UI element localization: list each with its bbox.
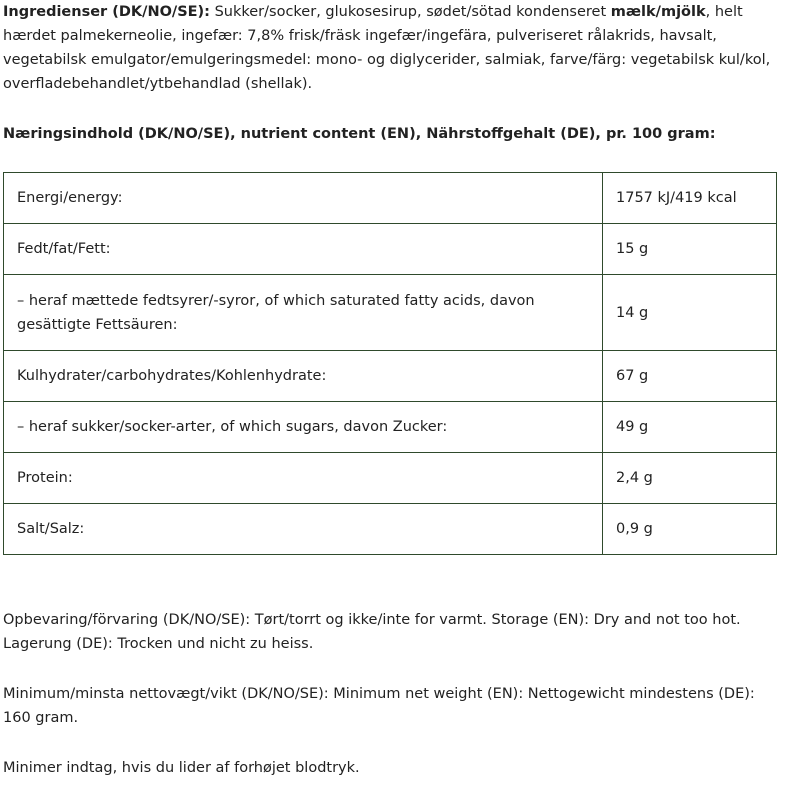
table-row xyxy=(4,351,777,402)
ingredients-text-part2: , helt hærdet palmekerneolie, ingefær: 7,8% frisk/fräsk ingefær/ingefära, pulveriseret rålakrids, havsalt, vegetabilsk emulgator/emulgeringsmedel: mono- og diglycerider, salmiak, farve/färg: vegetabilsk kul/kol, overfladebehandlet/ytbehandlad (shellak). xyxy=(3,4,771,92)
nutrition-table xyxy=(3,172,777,555)
nutrient-label: – heraf sukker/socker-arter, of which sugars, davon Zucker: xyxy=(4,402,603,453)
nutrient-value: 0,9 g xyxy=(603,504,777,555)
nutrient-value: 49 g xyxy=(603,402,777,453)
ingredients-label: Ingredienser (DK/NO/SE): xyxy=(3,4,210,20)
nutrient-value: 2,4 g xyxy=(603,453,777,504)
nutrient-label: Fedt/fat/Fett: xyxy=(4,224,603,275)
nutrient-label: Protein: xyxy=(4,453,603,504)
storage-paragraph: Opbevaring/förvaring (DK/NO/SE): Tørt/torrt og ikke/inte for varmt. Storage (EN): Dry and not too hot. Lagerung (DE): Trocken und nicht zu heiss. xyxy=(3,612,741,652)
net-weight-paragraph: Minimum/minsta nettovægt/vikt (DK/NO/SE): Minimum net weight (EN): Nettogewicht mindestens (DE): 160 gram. xyxy=(3,686,755,726)
nutrient-value: 67 g xyxy=(603,351,777,402)
nutrient-label: – heraf mættede fedtsyrer/-syror, of which saturated fatty acids, davon gesättigte Fettsäuren: xyxy=(4,275,603,351)
ingredients-text-part1: Sukker/socker, glukosesirup, sødet/sötad kondenseret xyxy=(209,4,611,20)
nutrient-label: Energi/energy: xyxy=(4,173,603,224)
nutrient-value: 15 g xyxy=(603,224,777,275)
ingredients-paragraph xyxy=(3,0,783,96)
table-row xyxy=(4,504,777,555)
ingredients-milk-allergen: mælk/mjölk xyxy=(610,4,706,20)
nutrient-label: Kulhydrater/carbohydrates/Kohlenhydrate: xyxy=(4,351,603,402)
nutrient-label: Salt/Salz: xyxy=(4,504,603,555)
table-row xyxy=(4,275,777,351)
table-row xyxy=(4,402,777,453)
table-row xyxy=(4,173,777,224)
table-row xyxy=(4,453,777,504)
nutrition-heading: Næringsindhold (DK/NO/SE), nutrient content (EN), Nährstoffgehalt (DE), pr. 100 gram: xyxy=(3,126,716,142)
nutrient-value: 14 g xyxy=(603,275,777,351)
health-advice-paragraph: Minimer indtag, hvis du lider af forhøjet blodtryk. xyxy=(3,760,360,776)
table-row xyxy=(4,224,777,275)
nutrient-value: 1757 kJ/419 kcal xyxy=(603,173,777,224)
